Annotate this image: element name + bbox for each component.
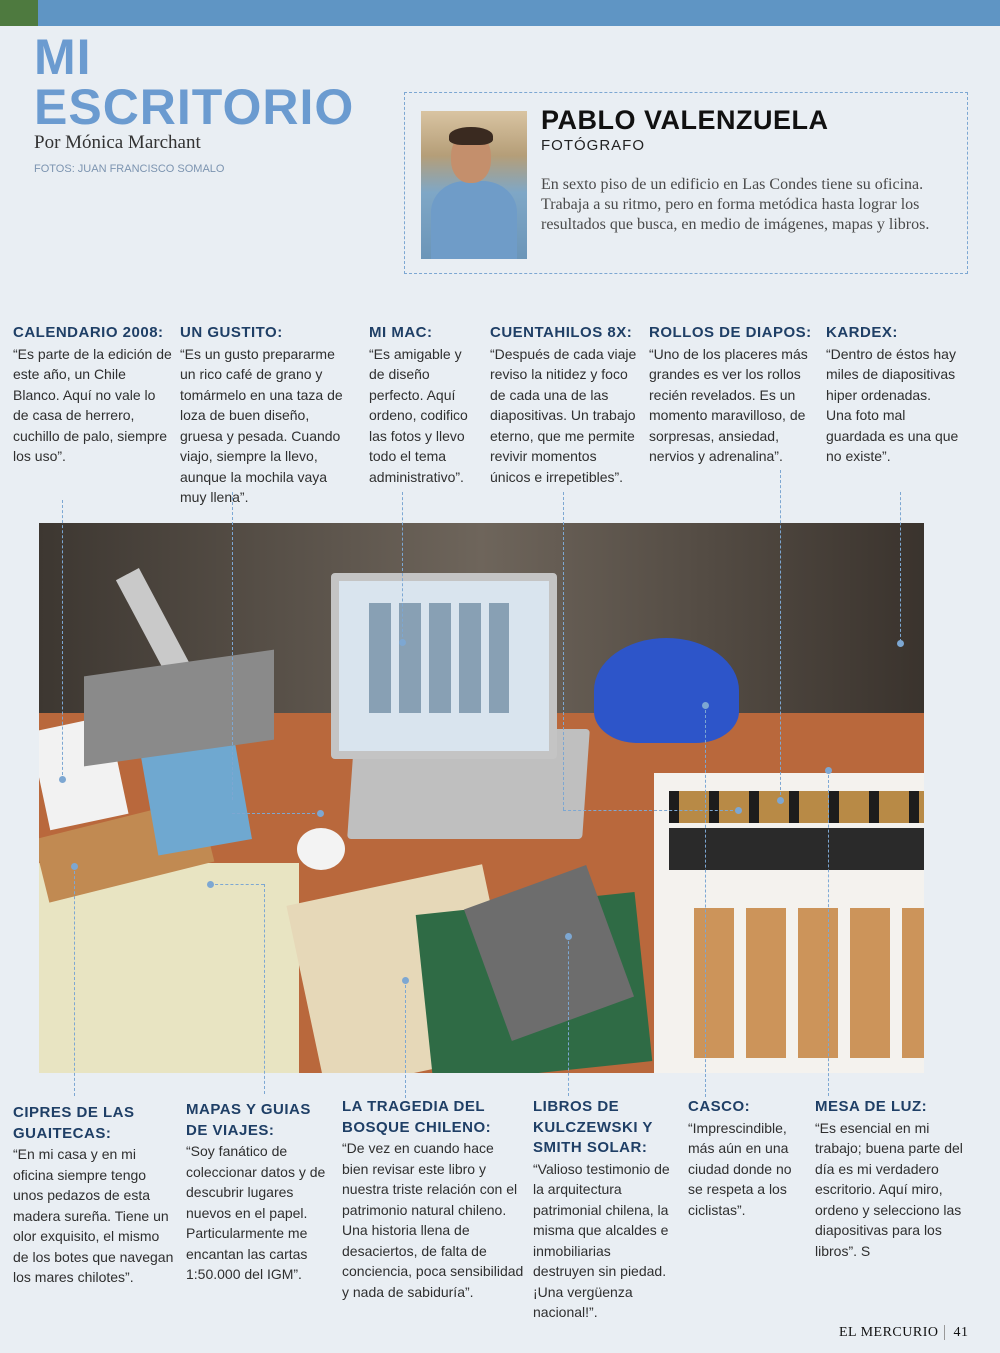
leader-line-cipres	[74, 866, 75, 1096]
photo-bike-helmet	[594, 638, 739, 743]
leader-line-rollos	[780, 470, 781, 800]
caption-text: “Uno de los placeres más grandes es ver los rollos recién revelados. Es un momento maravilloso, de sorpresas, ansiedad, nervios y adrenalina”.	[649, 345, 808, 464]
page-title-line-2: ESCRITORIO	[34, 79, 355, 135]
caption-text: “Después de cada viaje reviso la nitidez y foco de cada una de las diapositivas. Un trabajo eterno, que me permite revivir momentos únicos e irrepetibles”.	[490, 345, 637, 485]
caption-rollos	[649, 323, 815, 467]
caption-heading: MI MAC:	[369, 324, 433, 341]
photo-film-strip-dark	[669, 828, 924, 870]
page-footer	[839, 1325, 968, 1341]
page-title-line-1: MI	[34, 29, 92, 85]
leader-dot-gustito	[317, 810, 324, 817]
caption-mapas	[186, 1100, 326, 1285]
photo-travel-guide	[141, 741, 252, 856]
caption-text: “Es un gusto prepararme un rico café de grano y tomármelo en una taza de loza de buen diseño, gruesa y pesada. Cuando viajo, siempre la llevo, aunque la mochila vaya muy llena”.	[180, 345, 343, 505]
caption-text: “En mi casa y en mi oficina siempre tengo unos pedazos de esta madera sureña. Tiene un olor exquisito, el mismo de los botes que navegan los mares chilotes”.	[13, 1146, 174, 1285]
caption-heading: ROLLOS DE DIAPOS:	[649, 324, 812, 341]
leader-dot-mapas	[207, 881, 214, 888]
caption-casco	[688, 1097, 806, 1220]
caption-heading: CIPRES DE LAS GUAITECAS:	[13, 1104, 135, 1142]
caption-text: “De vez en cuando hace bien revisar este libro y nuestra triste relación con el patrimonio natural chileno. Una historia llena de desaciertos, de falta de conciencia, poca sensibilidad y nada de sabiduría”.	[342, 1140, 524, 1300]
leader-dot-cipres	[71, 863, 78, 870]
leader-dot-calendario	[59, 776, 66, 783]
leader-dot-mesa	[825, 767, 832, 774]
caption-heading: LIBROS DE KULCZEWSKI Y SMITH SOLAR:	[533, 1098, 653, 1156]
caption-gustito	[180, 323, 352, 508]
caption-text: “Es esencial en mi trabajo; buena parte del día es mi verdadero escritorio. Aquí miro, ordeno y selecciono las diapositivas para los libros”. S	[815, 1119, 963, 1259]
photo-screen-thumbnails	[369, 603, 509, 713]
caption-calendario	[13, 323, 173, 467]
caption-text: “Es parte de la edición de este año, un Chile Blanco. Aquí no vale lo de casa de herrero, cuchillo de palo, siempre los uso”.	[13, 345, 172, 464]
caption-heading: MAPAS Y GUIAS DE VIAJES:	[186, 1101, 311, 1139]
caption-heading: UN GUSTITO:	[180, 324, 283, 341]
caption-libros	[533, 1097, 675, 1323]
caption-text: “Es amigable y de diseño perfecto. Aquí ordeno, codifico las fotos y llevo todo el tema administrativo”.	[369, 345, 468, 485]
leader-line-mapas-horizontal	[210, 884, 264, 885]
leader-dot-rollos	[777, 797, 784, 804]
portrait-photo	[421, 111, 527, 259]
leader-dot-mi-mac	[399, 639, 406, 646]
photo-coffee-cup	[297, 828, 345, 870]
leader-line-mapas	[264, 884, 265, 1094]
top-color-bar	[0, 0, 1000, 26]
portrait-shirt	[431, 181, 517, 259]
leader-line-mesa	[828, 770, 829, 1096]
leader-line-gustito-horizontal	[232, 813, 320, 814]
leader-line-libros	[568, 936, 569, 1096]
photo-slides	[694, 908, 924, 1058]
byline: Por Mónica Marchant	[34, 132, 201, 153]
caption-mesa-de-luz	[815, 1097, 965, 1261]
caption-heading: MESA DE LUZ:	[815, 1098, 928, 1115]
leader-line-cuentahilos-horizontal	[563, 810, 738, 811]
profile-box	[404, 92, 968, 274]
leader-line-gustito	[232, 492, 233, 800]
top-color-bar-stripe	[0, 0, 38, 26]
caption-kardex	[826, 323, 960, 467]
caption-heading: CALENDARIO 2008:	[13, 324, 164, 341]
portrait-hair	[449, 127, 493, 145]
caption-heading: CUENTAHILOS 8X:	[490, 324, 633, 341]
caption-heading: KARDEX:	[826, 324, 898, 341]
caption-heading: CASCO:	[688, 1098, 751, 1115]
photo-film-strip	[669, 791, 924, 823]
profile-intro: En sexto piso de un edificio en Las Condes tiene su oficina. Trabaja a su ritmo, pero en forma metódica hasta lograr los resultados que busca, en medio de imágenes, mapas y libros.	[541, 176, 930, 233]
caption-text: “Valioso testimonio de la arquitectura patrimonial chilena, la misma que alcaldes e inmobiliarias destruyen sin piedad. ¡Una vergüenza nacional!”.	[533, 1160, 670, 1320]
leader-line-cuentahilos	[563, 492, 564, 810]
leader-line-tragedia	[405, 980, 406, 1098]
caption-mi-mac	[369, 323, 479, 487]
leader-dot-casco	[702, 702, 709, 709]
leader-dot-tragedia	[402, 977, 409, 984]
caption-cipres	[13, 1103, 175, 1288]
profile-name: PABLO VALENZUELA	[541, 105, 829, 135]
caption-cuentahilos	[490, 323, 640, 487]
page-title	[34, 29, 355, 135]
profile-role: FOTÓGRAFO	[541, 137, 645, 154]
caption-text: “Dentro de éstos hay miles de diapositivas hiper ordenadas. Una foto mal guardada es una que no existe”.	[826, 345, 959, 464]
page-number: 41	[944, 1325, 968, 1340]
caption-heading: LA TRAGEDIA DEL BOSQUE CHILENO:	[342, 1098, 492, 1136]
leader-dot-cuentahilos	[735, 807, 742, 814]
desk-photo	[39, 523, 924, 1073]
leader-line-casco	[705, 705, 706, 1097]
leader-line-mi-mac	[402, 492, 403, 642]
leader-line-calendario	[62, 500, 63, 780]
caption-text: “Soy fanático de coleccionar datos y de descubrir lugares nuevos en el papel. Particularmente me encantan las cartas 1:50.000 del IGM”.	[186, 1143, 326, 1282]
caption-tragedia	[342, 1097, 524, 1302]
caption-text: “Imprescindible, más aún en una ciudad donde no se respeta a los ciclistas”.	[688, 1119, 792, 1218]
publication-name: EL MERCURIO	[839, 1325, 939, 1340]
leader-dot-kardex	[897, 640, 904, 647]
leader-line-kardex	[900, 492, 901, 642]
photo-credit: FOTOS: JUAN FRANCISCO SOMALO	[34, 163, 225, 175]
leader-dot-libros	[565, 933, 572, 940]
